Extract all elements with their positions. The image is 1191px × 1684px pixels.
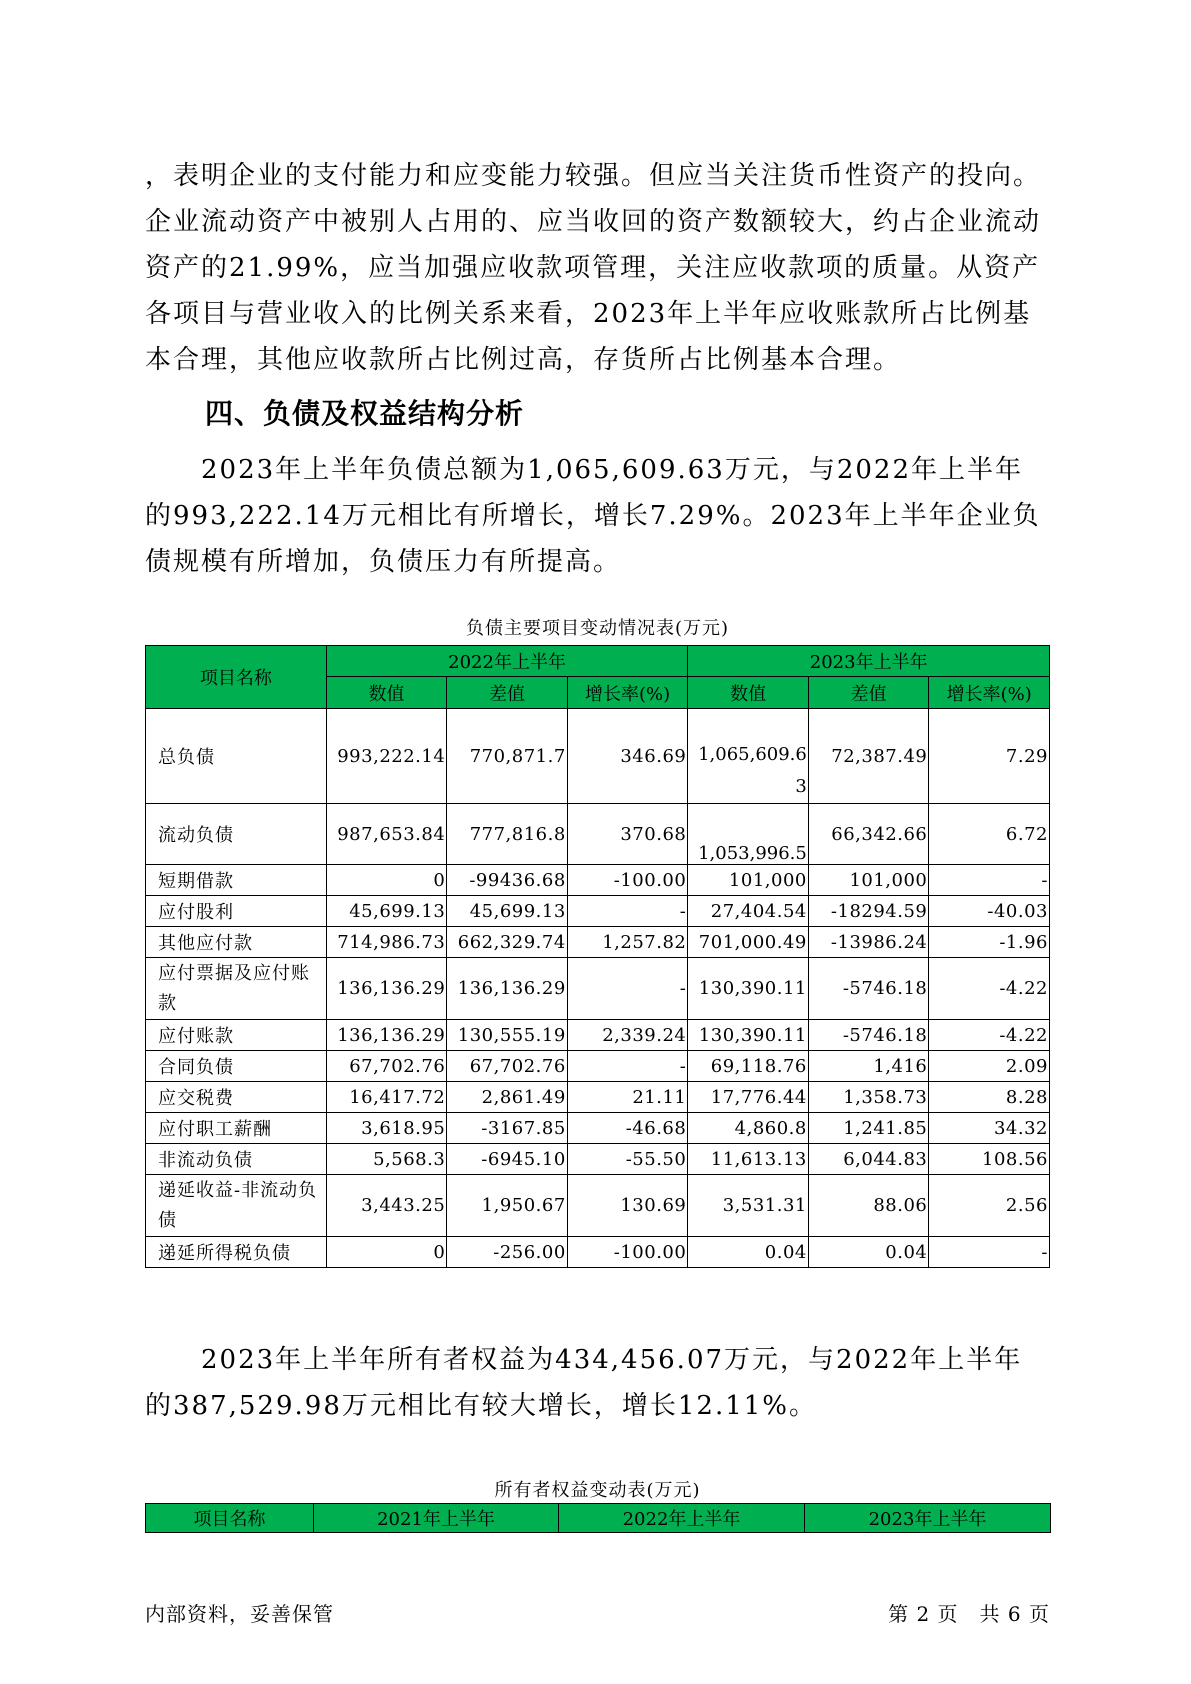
- cell-value: 45,699.13: [326, 896, 447, 927]
- cell-diff: 88.06: [808, 1175, 929, 1237]
- row-label: 非流动负债: [146, 1144, 327, 1175]
- cell-rate: 6.72: [929, 804, 1050, 865]
- cell-rate: -4.22: [929, 1020, 1050, 1051]
- footer-confidential-note: 内部资料，妥善保管: [145, 1602, 334, 1626]
- cell-value: 3,618.95: [326, 1113, 447, 1144]
- table-header-row: [146, 1504, 1051, 1533]
- header-period-2022: 2022年上半年: [326, 646, 688, 677]
- cell-rate: -: [567, 958, 688, 1020]
- cell-rate: 8.28: [929, 1082, 1050, 1113]
- row-label: 递延所得税负债: [146, 1237, 327, 1268]
- cell-rate: 2.56: [929, 1175, 1050, 1237]
- row-label: 合同负债: [146, 1051, 327, 1082]
- cell-diff: 130,555.19: [447, 1020, 568, 1051]
- cell-diff: 101,000: [808, 865, 929, 896]
- liabilities-table: [145, 645, 1050, 1268]
- table-row: [146, 1144, 1050, 1175]
- cell-diff: 1,241.85: [808, 1113, 929, 1144]
- table-row: [146, 927, 1050, 958]
- cell-value: 136,136.29: [326, 1020, 447, 1051]
- row-label: 应付账款: [146, 1020, 327, 1051]
- cell-value: 16,417.72: [326, 1082, 447, 1113]
- table-caption-equity: 所有者权益变动表(万元): [494, 1480, 701, 1501]
- equity-table: [145, 1503, 1051, 1533]
- cell-rate: -: [929, 1237, 1050, 1268]
- cell-rate: 346.69: [567, 709, 688, 804]
- cell-rate: 370.68: [567, 804, 688, 865]
- table-row: [146, 709, 1050, 804]
- row-label: 流动负债: [146, 804, 327, 865]
- cell-value: 136,136.29: [326, 958, 447, 1020]
- cell-rate: -4.22: [929, 958, 1050, 1020]
- header-period-2023: 2023年上半年: [688, 646, 1050, 677]
- cell-diff: 6,044.83: [808, 1144, 929, 1175]
- cell-rate: -100.00: [567, 1237, 688, 1268]
- table-row: [146, 1082, 1050, 1113]
- paragraph-asset-analysis: ，表明企业的支付能力和应变能力较强。但应当关注货币性资产的投向。企业流动资产中被别人占用的、应当收回的资产数额较大，约占企业流动资产的21.99%，应当加强应收款项管理，关注应收款项的质量。从资产各项目与营业收入的比例关系来看，2023年上半年应收账款所占比例基本合理，其他应收款所占比例过高，存货所占比例基本合理。: [145, 161, 1042, 375]
- cell-rate: -: [567, 1051, 688, 1082]
- cell-diff: 66,342.66: [808, 804, 929, 865]
- cell-value: 5,568.3: [326, 1144, 447, 1175]
- cell-value: 27,404.54: [688, 896, 809, 927]
- cell-rate: 2,339.24: [567, 1020, 688, 1051]
- cell-value: 1,065,609.63: [688, 709, 809, 804]
- header-rate: 增长率(%): [567, 677, 688, 709]
- cell-diff: -99436.68: [447, 865, 568, 896]
- cell-value: 130,390.11: [688, 958, 809, 1020]
- table-row: [146, 804, 1050, 865]
- table-row: [146, 958, 1050, 1020]
- footer-page-number: 第 2 页 共 6 页: [888, 1602, 1050, 1626]
- cell-diff: 770,871.7: [447, 709, 568, 804]
- cell-diff: 2,861.49: [447, 1082, 568, 1113]
- cell-rate: 1,257.82: [567, 927, 688, 958]
- cell-rate: -1.96: [929, 927, 1050, 958]
- cell-diff: 45,699.13: [447, 896, 568, 927]
- row-label: 应付股利: [146, 896, 327, 927]
- cell-value: 17,776.44: [688, 1082, 809, 1113]
- cell-diff: 67,702.76: [447, 1051, 568, 1082]
- cell-rate: 130.69: [567, 1175, 688, 1237]
- cell-diff: 1,416: [808, 1051, 929, 1082]
- cell-rate: 2.09: [929, 1051, 1050, 1082]
- cell-value: 0.04: [688, 1237, 809, 1268]
- table-row: [146, 1113, 1050, 1144]
- cell-diff: -5746.18: [808, 958, 929, 1020]
- cell-value: 3,531.31: [688, 1175, 809, 1237]
- cell-rate: 7.29: [929, 709, 1050, 804]
- row-label: 其他应付款: [146, 927, 327, 958]
- row-label: 应交税费: [146, 1082, 327, 1113]
- cell-diff: -256.00: [447, 1237, 568, 1268]
- cell-value: 101,000: [688, 865, 809, 896]
- cell-value: 714,986.73: [326, 927, 447, 958]
- cell-rate: -: [567, 896, 688, 927]
- cell-diff: 1,358.73: [808, 1082, 929, 1113]
- paragraph-liability-summary: 2023年上半年负债总额为1,065,609.63万元，与2022年上半年的993,222.14万元相比有所增长，增长7.29%。2023年上半年企业负债规模有所增加，负债压力有所提高。: [145, 455, 1041, 577]
- cell-diff: -13986.24: [808, 927, 929, 958]
- cell-value: 69,118.76: [688, 1051, 809, 1082]
- cell-rate: -46.68: [567, 1113, 688, 1144]
- header-value: 数值: [326, 677, 447, 709]
- cell-diff: -3167.85: [447, 1113, 568, 1144]
- header-period-2021: 2021年上半年: [314, 1504, 559, 1533]
- table-caption-liabilities: 负债主要项目变动情况表(万元): [465, 618, 730, 639]
- header-item-name: 项目名称: [146, 646, 327, 709]
- cell-value: 701,000.49: [688, 927, 809, 958]
- cell-rate: -100.00: [567, 865, 688, 896]
- paragraph-equity-summary: 2023年上半年所有者权益为434,456.07万元，与2022年上半年的387,529.98万元相比有较大增长，增长12.11%。: [145, 1345, 1023, 1421]
- cell-value: 130,390.11: [688, 1020, 809, 1051]
- header-period-2023: 2023年上半年: [805, 1504, 1051, 1533]
- cell-rate: 21.11: [567, 1082, 688, 1113]
- table-row: [146, 1051, 1050, 1082]
- cell-value: 0: [326, 1237, 447, 1268]
- cell-diff: 0.04: [808, 1237, 929, 1268]
- row-label: 应付职工薪酬: [146, 1113, 327, 1144]
- table-row: [146, 1020, 1050, 1051]
- cell-rate: -40.03: [929, 896, 1050, 927]
- cell-value: 67,702.76: [326, 1051, 447, 1082]
- cell-rate: -: [929, 865, 1050, 896]
- header-rate: 增长率(%): [929, 677, 1050, 709]
- table-row: [146, 1175, 1050, 1237]
- table-header-row: [146, 646, 1050, 677]
- header-period-2022: 2022年上半年: [559, 1504, 805, 1533]
- table-row: [146, 1237, 1050, 1268]
- row-label: 应付票据及应付账款: [146, 958, 327, 1020]
- header-diff: 差值: [808, 677, 929, 709]
- cell-diff: 72,387.49: [808, 709, 929, 804]
- cell-value: 1,053,996.5: [688, 804, 809, 865]
- cell-value: 3,443.25: [326, 1175, 447, 1237]
- cell-diff: 777,816.8: [447, 804, 568, 865]
- cell-value: 987,653.84: [326, 804, 447, 865]
- header-value: 数值: [688, 677, 809, 709]
- cell-value: 4,860.8: [688, 1113, 809, 1144]
- cell-value: 0: [326, 865, 447, 896]
- cell-diff: -18294.59: [808, 896, 929, 927]
- row-label: 总负债: [146, 709, 327, 804]
- section-heading: 四、负债及权益结构分析: [205, 397, 525, 430]
- header-item-name: 项目名称: [146, 1504, 314, 1533]
- header-diff: 差值: [447, 677, 568, 709]
- cell-diff: 662,329.74: [447, 927, 568, 958]
- cell-value: 11,613.13: [688, 1144, 809, 1175]
- cell-value: 993,222.14: [326, 709, 447, 804]
- cell-rate: 34.32: [929, 1113, 1050, 1144]
- cell-diff: -6945.10: [447, 1144, 568, 1175]
- cell-diff: -5746.18: [808, 1020, 929, 1051]
- cell-rate: 108.56: [929, 1144, 1050, 1175]
- cell-diff: 136,136.29: [447, 958, 568, 1020]
- cell-diff: 1,950.67: [447, 1175, 568, 1237]
- table-row: [146, 865, 1050, 896]
- table-row: [146, 896, 1050, 927]
- cell-rate: -55.50: [567, 1144, 688, 1175]
- row-label: 短期借款: [146, 865, 327, 896]
- row-label: 递延收益-非流动负债: [146, 1175, 327, 1237]
